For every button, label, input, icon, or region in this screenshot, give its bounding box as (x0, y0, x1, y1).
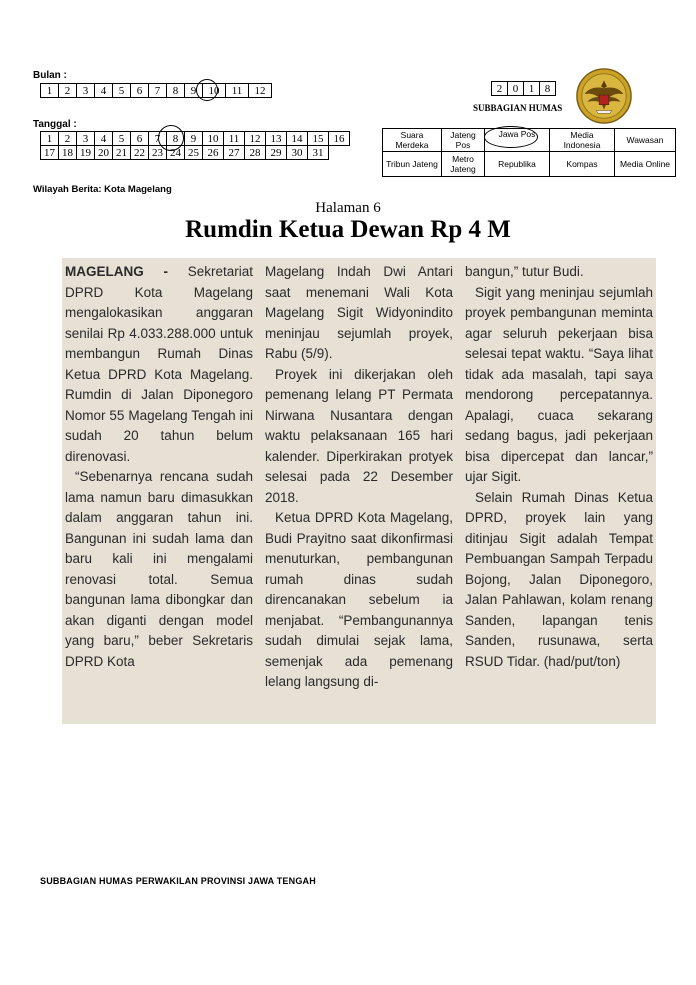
bulan-cell: 4 (95, 84, 113, 98)
bulan-cell: 9 (185, 84, 203, 98)
tanggal-cell: 22 (131, 146, 149, 160)
media-media-indonesia: Media Indonesia (550, 129, 615, 152)
bulan-cell: 8 (167, 84, 185, 98)
article-paragraph: Proyek ini dikerjakan oleh pemenang lelang PT Permata Nirwana Nusantara dengan waktu pelaksanaan 165 hari kalender. Diperkirakan protyek selesai pada 22 Desember 2018. (265, 366, 453, 505)
bulan-cell: 7 (149, 84, 167, 98)
tanggal-cell: 14 (287, 132, 308, 146)
bulan-cell: 5 (113, 84, 131, 98)
bulan-cell: 10 (203, 84, 226, 98)
tanggal-cell: 25 (185, 146, 203, 160)
tanggal-cell: 11 (224, 132, 245, 146)
article-column-1 (65, 262, 253, 672)
tanggal-cell: 7 (149, 132, 167, 146)
tanggal-cell: 15 (308, 132, 329, 146)
tanggal-cell: 21 (113, 146, 131, 160)
media-suara-merdeka: Suara Merdeka (383, 129, 442, 152)
tanggal-cell: 19 (77, 146, 95, 160)
media-tribun-jateng: Tribun Jateng (383, 152, 442, 177)
wilayah-berita: Wilayah Berita: Kota Magelang (33, 184, 172, 195)
tanggal-cell: 2 (59, 132, 77, 146)
tanggal-cell: 12 (245, 132, 266, 146)
subbagian-humas-label: SUBBAGIAN HUMAS (473, 103, 563, 113)
news-clipping (62, 258, 656, 724)
tanggal-cell: 13 (266, 132, 287, 146)
bulan-cell: 3 (77, 84, 95, 98)
media-wawasan: Wawasan (615, 129, 676, 152)
tanggal-cell: 4 (95, 132, 113, 146)
bulan-cell: 6 (131, 84, 149, 98)
tanggal-circle-mark (158, 125, 184, 151)
garuda-emblem-icon (575, 67, 633, 125)
tanggal-cell: 10 (203, 132, 224, 146)
tanggal-cell: 17 (41, 146, 59, 160)
tanggal-cell: 5 (113, 132, 131, 146)
tanggal-cell: 30 (287, 146, 308, 160)
tanggal-cell: 8 (167, 132, 185, 146)
article-paragraph: bangun,” tutur Budi. (465, 264, 584, 279)
media-jateng-pos: Jateng Pos (442, 129, 485, 152)
tanggal-cell: 16 (329, 132, 350, 146)
tanggal-cell: 9 (185, 132, 203, 146)
article-column-3 (465, 262, 653, 672)
tanggal-cell: 26 (203, 146, 224, 160)
media-republika: Republika (485, 152, 550, 177)
year-digit: 2 (492, 82, 508, 96)
year-digit: 8 (540, 82, 556, 96)
tanggal-cell: 3 (77, 132, 95, 146)
bulan-circle-mark (196, 79, 218, 101)
bulan-label: Bulan : (33, 70, 67, 81)
media-circle-mark (484, 126, 538, 148)
article-paragraph: “Sebenarnya rencana sudah lama namun baru dimasukkan dalam anggaran tahun ini. Bangunan ini sudah lama dan baru kali ini mengalami renovasi total. Semua bangunan lama dibongkar dan akan diganti dengan model yang baru,” beber Sekretaris DPRD Kota (65, 469, 253, 669)
media-metro-jateng: Metro Jateng (442, 152, 485, 177)
halaman-label: Halaman 6 (315, 200, 381, 216)
bulan-grid (40, 83, 272, 98)
tanggal-cell: 6 (131, 132, 149, 146)
article-column-2 (265, 262, 453, 693)
tanggal-cell: 1 (41, 132, 59, 146)
bulan-cell: 12 (249, 84, 272, 98)
tanggal-cell: 27 (224, 146, 245, 160)
year-digit: 0 (508, 82, 524, 96)
article-paragraph: Sigit yang meninjau sejumlah proyek pembangunan meminta agar seluruh pekerjaan bisa selesai tepat waktu. “Saya lihat tidak ada masalah, tapi saya mendorong percepatannya. Apalagi, cuaca sekarang sedang bagus, jadi pekerjaan bisa dipercepat dan lancar,” ujar Sigit. (465, 284, 653, 484)
article-dateline: MAGELANG - (65, 264, 168, 279)
bulan-cell: 11 (226, 84, 249, 98)
article-paragraph: Selain Rumah Dinas Ketua DPRD, proyek lain yang ditinjau Sigit adalah Tempat Pembuangan Sampah Terpadu Bojong, Jalan Diponegoro, Jalan Pahlawan, kolam renang Sanden, lapangan tenis Sanden, rusunawa, serta RSUD Tidar. (had/put/ton) (465, 489, 653, 669)
tanggal-grid (40, 131, 350, 160)
tanggal-cell: 23 (149, 146, 167, 160)
media-jawa-pos: Jawa Pos (485, 129, 550, 152)
headline: Rumdin Ketua Dewan Rp 4 M (185, 216, 511, 243)
media-kompas: Kompas (550, 152, 615, 177)
year-box (491, 81, 556, 96)
year-digit: 1 (524, 82, 540, 96)
tanggal-cell: 31 (308, 146, 329, 160)
tanggal-cell: 20 (95, 146, 113, 160)
article-paragraph: Magelang Indah Dwi Antari saat menemani Wali Kota Magelang Sigit Widyonindito meninjau sejumlah proyek, Rabu (5/9). (265, 264, 453, 361)
tanggal-cell: 18 (59, 146, 77, 160)
bulan-cell: 1 (41, 84, 59, 98)
tanggal-label: Tanggal : (33, 119, 77, 130)
tanggal-cell: 24 (167, 146, 185, 160)
tanggal-cell: 29 (266, 146, 287, 160)
tanggal-cell: 28 (245, 146, 266, 160)
footer-subbagian: SUBBAGIAN HUMAS PERWAKILAN PROVINSI JAWA TENGAH (40, 876, 316, 886)
media-online: Media Online (615, 152, 676, 177)
article-paragraph: Ketua DPRD Kota Magelang, Budi Prayitno saat dikonfirmasi menuturkan, pembangunan rumah dinas sudah direncanakan sebelum ia menjabat. “Pembangunannya sudah dimulai sejak lama, semenjak ada pemenang lelang langsung di- (265, 510, 453, 689)
bulan-cell: 2 (59, 84, 77, 98)
article-paragraph: Sekretariat DPRD Kota Magelang mengalokasikan anggaran senilai Rp 4.033.288.000 untuk membangun Rumah Dinas Ketua DPRD Kota Magelang. Rumdin di Jalan Diponegoro Nomor 55 Magelang Tengah ini sudah 20 tahun belum direnovasi. (65, 264, 253, 464)
